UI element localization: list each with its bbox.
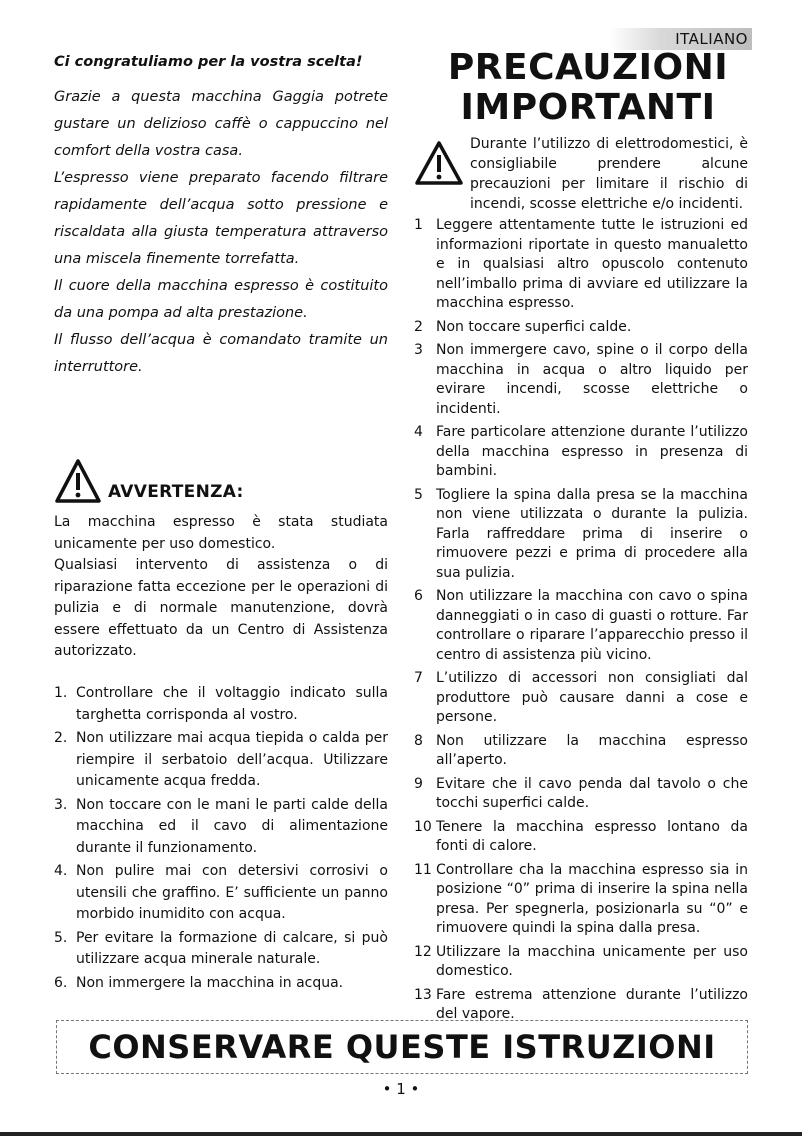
item-text: Tenere la macchina espresso lontano da fonti di calore. [436, 818, 748, 854]
warning-paragraph: Qualsiasi intervento di assistenza o di riparazione fatta eccezione per le operazioni di pulizia e di normale manutenzione, dovrà essere effettuato da un Centro di Assistenza autorizzato. [54, 557, 388, 659]
item-number: 1. [54, 685, 68, 701]
item-number: 3 [414, 342, 423, 358]
item-text: L’utilizzo di accessori non consigliati dal produttore può causare danni a cose e persone. [436, 670, 748, 725]
item-text: Fare estrema attenzione durante l’utilizzo del vapore. [436, 986, 748, 1022]
item-number: 5 [414, 486, 423, 503]
warning-triangle-icon [54, 458, 102, 504]
intro-paragraph: L’espresso viene preparato facendo filtrare rapidamente dell’acqua sotto pressione e riscaldata alla giusta temperatura attraverso una miscela finemente torrefatta. [54, 170, 388, 267]
precautions-intro [414, 134, 748, 214]
list-item [54, 928, 388, 971]
list-item [414, 732, 748, 771]
item-number: 4 [414, 424, 423, 440]
warning-paragraph: La macchina espresso è stata studiata unicamente per uso domestico. [54, 514, 388, 552]
item-number: 5. [54, 929, 68, 946]
item-number: 6. [54, 974, 68, 991]
item-text: Per evitare la formazione di calcare, si può utilizzare acqua minerale naturale. [76, 929, 388, 967]
item-number: 8 [414, 732, 423, 749]
intro-paragraph: Grazie a questa macchina Gaggia potrete gustare un delizioso caffè o cappuccino nel comfort della vostra casa. [54, 89, 388, 159]
list-item [414, 943, 748, 982]
item-number: 13 [414, 986, 432, 1003]
bottom-rule [0, 1132, 802, 1136]
intro-section [54, 54, 388, 381]
item-text: Non toccare con le mani le parti calde della macchina ed il cavo di alimentazione durante il funzionamento. [76, 796, 388, 856]
item-number: 9 [414, 775, 423, 792]
list-item [414, 341, 748, 419]
page-number: • 1 • [382, 1080, 420, 1098]
item-text: Fare particolare attenzione durante l’utilizzo della macchina espresso in presenza di bambini. [436, 424, 748, 479]
item-text: Non immergere cavo, spine o il corpo della macchina in acqua o altro liquido per evirare incendi, scosse elettriche o incidenti. [436, 342, 748, 417]
list-item [54, 861, 388, 926]
precautions-intro-text: Durante l’utilizzo di elettrodomestici, è consigliabile prendere alcune precauzioni per limitare il rischio di incendi, scosse elettriche e/o incidenti. [470, 136, 748, 212]
list-item [414, 486, 748, 584]
intro-paragraph: Il flusso dell’acqua è comandato tramite un interruttore. [54, 332, 388, 375]
precautions-list [414, 216, 748, 1029]
item-text: Leggere attentamente tutte le istruzioni ed informazioni riportate in questo manualetto e in qualsiasi altro opuscolo contenuto nell’imballo prima di avviare ed utilizzare la macchina espresso. [436, 217, 748, 311]
item-number: 3. [54, 796, 68, 813]
item-number: 7 [414, 670, 423, 686]
precautions-title-line: IMPORTANTI [460, 87, 716, 128]
list-item [414, 587, 748, 665]
item-text: Non pulire mai con detersivi corrosivi o utensili che graffino. E’ sufficiente un panno morbido inumidito con acqua. [76, 863, 388, 922]
precautions-title-line: PRECAUZIONI [447, 47, 729, 88]
precautions-title [420, 48, 756, 128]
item-number: 4. [54, 863, 68, 879]
list-item [414, 669, 748, 728]
list-item [414, 818, 748, 857]
list-item [414, 986, 748, 1025]
footer-banner-text: CONSERVARE QUESTE ISTRUZIONI [88, 1028, 716, 1066]
list-item [414, 775, 748, 814]
warning-title: AVVERTENZA: [108, 482, 244, 502]
item-number: 2 [414, 318, 423, 335]
intro-body [54, 84, 388, 381]
item-number: 6 [414, 588, 423, 604]
language-label: ITALIANO [675, 30, 748, 48]
item-number: 11 [414, 861, 432, 878]
list-item [54, 973, 388, 995]
list-item [414, 861, 748, 939]
item-number: 1 [414, 217, 423, 233]
item-text: Togliere la spina dalla presa se la macchina non viene utilizzata o durante la pulizia. Farla raffreddare prima di inserire o rimuovere pezzi e prima di procedere alla sua pulizia. [436, 486, 748, 581]
item-text: Non utilizzare mai acqua tiepida o calda per riempire il serbatoio dell’acqua. Utilizzare unicamente acqua fredda. [76, 730, 388, 789]
left-instruction-list [54, 683, 388, 996]
item-text: Non utilizzare la macchina espresso all’aperto. [436, 732, 748, 768]
item-text: Controllare che il voltaggio indicato sulla targhetta corrisponda al vostro. [76, 685, 388, 723]
intro-paragraph: Il cuore della macchina espresso è costituito da una pompa ad alta prestazione. [54, 278, 388, 321]
warning-body [54, 512, 388, 663]
list-item [54, 728, 388, 793]
item-text: Non utilizzare la macchina con cavo o spina danneggiati o in caso di guasti o rotture. Far controllare o riparare l’apparecchio presso il centro di assistenza più vicino. [436, 588, 748, 663]
item-text: Utilizzare la macchina unicamente per uso domestico. [436, 943, 748, 979]
warning-heading [54, 458, 244, 504]
item-number: 2. [54, 730, 68, 746]
item-text: Controllare cha la macchina espresso sia in posizione “0” prima di inserire la spina nella presa. Per spegnerla, posizionarla su “0” e rimuovere quindi la spina dalla presa. [436, 861, 748, 936]
footer-banner [56, 1020, 748, 1074]
item-number: 10 [414, 818, 432, 835]
list-item [414, 318, 748, 338]
list-item [54, 795, 388, 860]
item-number: 12 [414, 943, 432, 960]
item-text: Non toccare superfici calde. [436, 318, 632, 335]
list-item [414, 216, 748, 314]
warning-triangle-icon [414, 140, 464, 186]
item-text: Evitare che il cavo penda dal tavolo o che tocchi superfici calde. [436, 775, 748, 811]
item-text: Non immergere la macchina in acqua. [76, 974, 344, 991]
intro-heading: Ci congratuliamo per la vostra scelta! [54, 54, 363, 70]
list-item [414, 423, 748, 482]
list-item [54, 683, 388, 726]
